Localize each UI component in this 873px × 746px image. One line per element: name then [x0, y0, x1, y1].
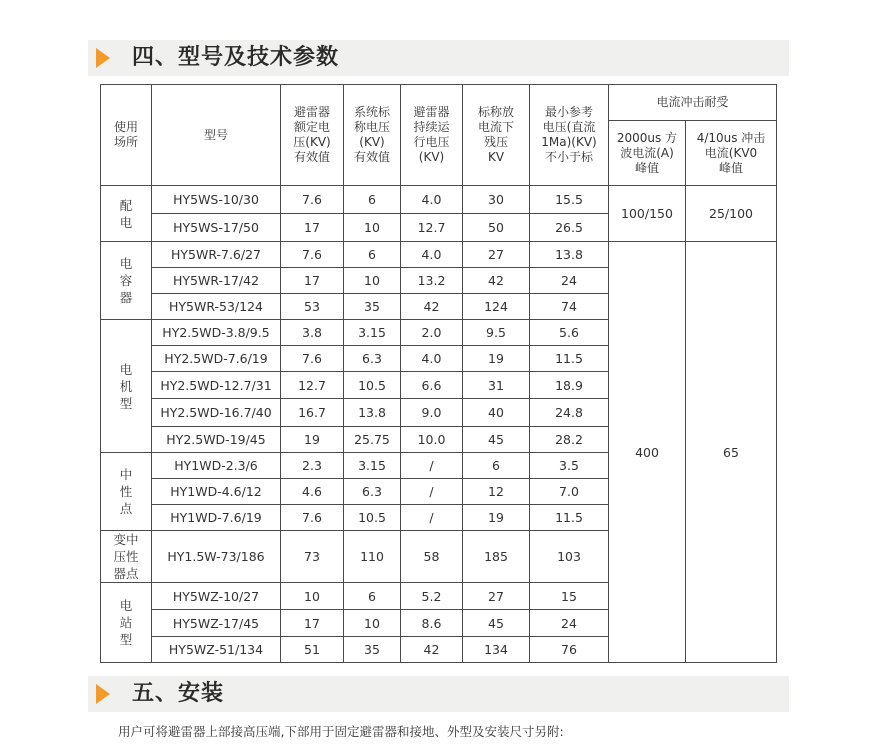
system-voltage-cell: 3.15: [344, 320, 401, 346]
reference-voltage-cell: 74: [530, 294, 609, 320]
continuous-voltage-cell: 5.2: [401, 583, 463, 610]
system-voltage-cell: 6: [344, 186, 401, 214]
reference-voltage-cell: 26.5: [530, 214, 609, 242]
category-label: 电 机 型: [101, 320, 152, 453]
continuous-voltage-cell: 9.0: [401, 399, 463, 427]
continuous-voltage-cell: 58: [401, 531, 463, 583]
table-row: [101, 186, 777, 214]
model-cell: HY1WD-2.3/6: [152, 453, 281, 479]
section-header-models: [88, 40, 789, 76]
reference-voltage-cell: 15.5: [530, 186, 609, 214]
residual-voltage-cell: 6: [463, 453, 530, 479]
model-cell: HY2.5WD-12.7/31: [152, 372, 281, 399]
continuous-voltage-cell: 10.0: [401, 427, 463, 453]
model-cell: HY2.5WD-16.7/40: [152, 399, 281, 427]
residual-voltage-cell: 12: [463, 479, 530, 505]
impulse-2000us-cell: 400: [609, 242, 686, 663]
header-residual-voltage: 标称放 电流下 残压 KV: [463, 85, 530, 186]
residual-voltage-cell: 19: [463, 346, 530, 372]
residual-voltage-cell: 27: [463, 242, 530, 268]
rated-voltage-cell: 12.7: [281, 372, 344, 399]
system-voltage-cell: 6.3: [344, 479, 401, 505]
reference-voltage-cell: 76: [530, 637, 609, 663]
rated-voltage-cell: 73: [281, 531, 344, 583]
category-label: 变中 压性 器点: [101, 531, 152, 583]
rated-voltage-cell: 17: [281, 214, 344, 242]
residual-voltage-cell: 31: [463, 372, 530, 399]
residual-voltage-cell: 50: [463, 214, 530, 242]
model-cell: HY1WD-4.6/12: [152, 479, 281, 505]
arrow-icon: [96, 48, 110, 68]
rated-voltage-cell: 19: [281, 427, 344, 453]
model-cell: HY5WS-10/30: [152, 186, 281, 214]
model-cell: HY2.5WD-19/45: [152, 427, 281, 453]
system-voltage-cell: 10: [344, 268, 401, 294]
header-reference-voltage: 最小参考 电压(直流 1Ma)(KV) 不小于标: [530, 85, 609, 186]
section-title: 四、型号及技术参数: [132, 45, 340, 70]
residual-voltage-cell: 45: [463, 427, 530, 453]
rated-voltage-cell: 16.7: [281, 399, 344, 427]
model-cell: HY1.5W-73/186: [152, 531, 281, 583]
residual-voltage-cell: 40: [463, 399, 530, 427]
residual-voltage-cell: 134: [463, 637, 530, 663]
model-cell: HY5WR-53/124: [152, 294, 281, 320]
model-cell: HY5WZ-10/27: [152, 583, 281, 610]
header-row: [101, 85, 777, 121]
reference-voltage-cell: 3.5: [530, 453, 609, 479]
residual-voltage-cell: 124: [463, 294, 530, 320]
continuous-voltage-cell: 42: [401, 637, 463, 663]
reference-voltage-cell: 103: [530, 531, 609, 583]
system-voltage-cell: 10: [344, 610, 401, 637]
continuous-voltage-cell: 4.0: [401, 186, 463, 214]
continuous-voltage-cell: 12.7: [401, 214, 463, 242]
system-voltage-cell: 110: [344, 531, 401, 583]
system-voltage-cell: 6: [344, 583, 401, 610]
category-label: 电 容 器: [101, 242, 152, 320]
rated-voltage-cell: 7.6: [281, 346, 344, 372]
rated-voltage-cell: 17: [281, 268, 344, 294]
section-header-install: [88, 676, 789, 712]
rated-voltage-cell: 17: [281, 610, 344, 637]
arrow-icon: [96, 684, 110, 704]
model-cell: HY1WD-7.6/19: [152, 505, 281, 531]
continuous-voltage-cell: 4.0: [401, 242, 463, 268]
rated-voltage-cell: 7.6: [281, 505, 344, 531]
continuous-voltage-cell: 6.6: [401, 372, 463, 399]
system-voltage-cell: 35: [344, 637, 401, 663]
system-voltage-cell: 6.3: [344, 346, 401, 372]
reference-voltage-cell: 13.8: [530, 242, 609, 268]
residual-voltage-cell: 30: [463, 186, 530, 214]
continuous-voltage-cell: /: [401, 479, 463, 505]
rated-voltage-cell: 3.8: [281, 320, 344, 346]
header-usage: 使用 场所: [101, 85, 152, 186]
header-impulse-4-10us: 4/10us 冲击 电流(KV0 峰值: [686, 121, 777, 186]
system-voltage-cell: 13.8: [344, 399, 401, 427]
rated-voltage-cell: 7.6: [281, 186, 344, 214]
reference-voltage-cell: 11.5: [530, 346, 609, 372]
reference-voltage-cell: 11.5: [530, 505, 609, 531]
header-impulse-group: 电流冲击耐受: [609, 85, 777, 121]
system-voltage-cell: 10: [344, 214, 401, 242]
model-cell: HY5WR-17/42: [152, 268, 281, 294]
model-cell: HY5WZ-51/134: [152, 637, 281, 663]
rated-voltage-cell: 53: [281, 294, 344, 320]
rated-voltage-cell: 10: [281, 583, 344, 610]
reference-voltage-cell: 24: [530, 268, 609, 294]
reference-voltage-cell: 28.2: [530, 427, 609, 453]
residual-voltage-cell: 9.5: [463, 320, 530, 346]
system-voltage-cell: 3.15: [344, 453, 401, 479]
model-cell: HY5WZ-17/45: [152, 610, 281, 637]
install-note: 用户可将避雷器上部接高压端,下部用于固定避雷器和接地、外型及安装尺寸另附:: [118, 724, 564, 739]
spec-table: [100, 84, 777, 663]
model-cell: HY2.5WD-7.6/19: [152, 346, 281, 372]
system-voltage-cell: 25.75: [344, 427, 401, 453]
table-row: [101, 242, 777, 268]
impulse-2000us-cell: 100/150: [609, 186, 686, 242]
header-continuous-voltage: 避雷器 持续运 行电压 (KV): [401, 85, 463, 186]
header-impulse-2000us: 2000us 方 波电流(A) 峰值: [609, 121, 686, 186]
section-title: 五、安装: [132, 681, 225, 706]
reference-voltage-cell: 7.0: [530, 479, 609, 505]
impulse-4-10us-cell: 65: [686, 242, 777, 663]
system-voltage-cell: 6: [344, 242, 401, 268]
system-voltage-cell: 10.5: [344, 372, 401, 399]
model-cell: HY2.5WD-3.8/9.5: [152, 320, 281, 346]
header-system-voltage: 系统标 称电压 (KV) 有效值: [344, 85, 401, 186]
continuous-voltage-cell: 4.0: [401, 346, 463, 372]
category-label: 配 电: [101, 186, 152, 242]
residual-voltage-cell: 42: [463, 268, 530, 294]
continuous-voltage-cell: 2.0: [401, 320, 463, 346]
reference-voltage-cell: 5.6: [530, 320, 609, 346]
residual-voltage-cell: 19: [463, 505, 530, 531]
continuous-voltage-cell: /: [401, 453, 463, 479]
reference-voltage-cell: 24.8: [530, 399, 609, 427]
reference-voltage-cell: 24: [530, 610, 609, 637]
reference-voltage-cell: 18.9: [530, 372, 609, 399]
continuous-voltage-cell: 8.6: [401, 610, 463, 637]
reference-voltage-cell: 15: [530, 583, 609, 610]
system-voltage-cell: 35: [344, 294, 401, 320]
impulse-4-10us-cell: 25/100: [686, 186, 777, 242]
residual-voltage-cell: 27: [463, 583, 530, 610]
header-rated-voltage: 避雷器 额定电 压(KV) 有效值: [281, 85, 344, 186]
model-cell: HY5WS-17/50: [152, 214, 281, 242]
rated-voltage-cell: 2.3: [281, 453, 344, 479]
rated-voltage-cell: 7.6: [281, 242, 344, 268]
residual-voltage-cell: 185: [463, 531, 530, 583]
continuous-voltage-cell: 13.2: [401, 268, 463, 294]
model-cell: HY5WR-7.6/27: [152, 242, 281, 268]
category-label: 电 站 型: [101, 583, 152, 663]
system-voltage-cell: 10.5: [344, 505, 401, 531]
header-model: 型号: [152, 85, 281, 186]
rated-voltage-cell: 4.6: [281, 479, 344, 505]
category-label: 中 性 点: [101, 453, 152, 531]
rated-voltage-cell: 51: [281, 637, 344, 663]
continuous-voltage-cell: 42: [401, 294, 463, 320]
continuous-voltage-cell: /: [401, 505, 463, 531]
residual-voltage-cell: 45: [463, 610, 530, 637]
